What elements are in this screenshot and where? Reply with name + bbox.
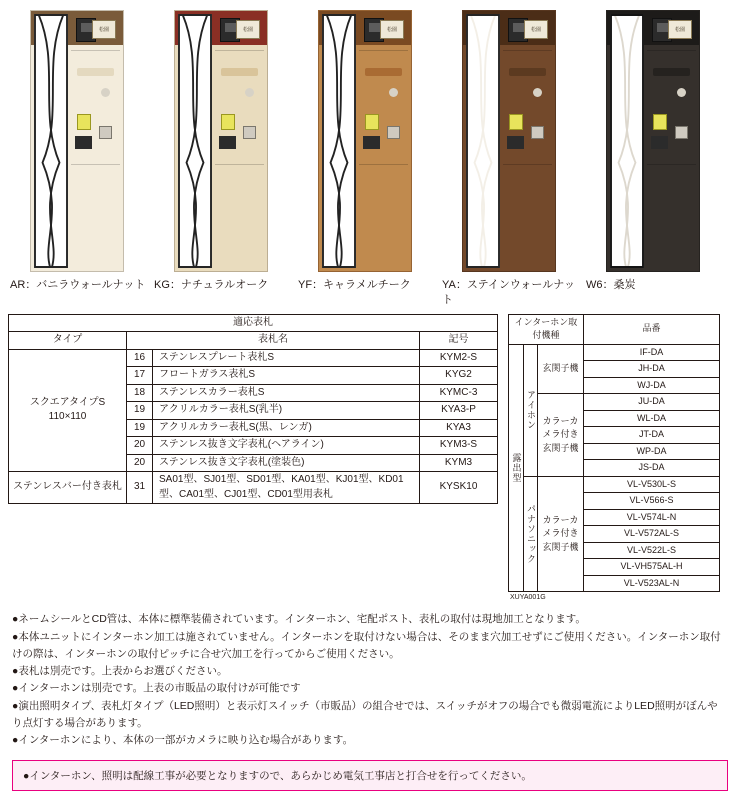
- row-name: SA01型、SJ01型、SD01型、KA01型、KJ01型、KD01型、CA01型、CJ01型、CD01型用表札: [153, 472, 420, 504]
- swatch-label: YF：キャラメルチーク: [298, 279, 411, 291]
- brand-aiphone: アイホン: [523, 344, 538, 476]
- table-row: [509, 394, 720, 411]
- mail-slot-icon: [365, 68, 402, 76]
- mail-slot-icon: [509, 68, 546, 76]
- row-code: KYM3: [420, 454, 498, 472]
- dial-icon: [387, 126, 400, 139]
- table-caption: 適応表札: [9, 314, 498, 332]
- sticker-icon: [653, 114, 667, 130]
- row-name: アクリルカラー表札S(乳半): [153, 402, 420, 420]
- swatch-label: KG：ナチュラルオーク: [154, 279, 269, 291]
- row-name: ステンレスカラー表札S: [153, 384, 420, 402]
- subgroup-color-camera-door-station: カラーカメラ付き玄関子機: [538, 476, 584, 592]
- row-number: 20: [127, 454, 153, 472]
- mail-slot-icon: [77, 68, 114, 76]
- nameplate-icon: 松園: [380, 20, 404, 39]
- swatch-item: [440, 10, 578, 308]
- note-item: ●インターホンは別売です。上表の市販品の取付けが可能です: [12, 682, 301, 695]
- notes-list: [0, 601, 740, 750]
- part-number: WJ-DA: [584, 377, 720, 394]
- row-code: KYM2-S: [420, 349, 498, 367]
- sticker-icon: [365, 114, 379, 130]
- intercom-compatibility-table: [508, 314, 720, 593]
- row-type-square-s: スクエアタイプS 110×110: [9, 349, 127, 472]
- row-code: KYA3: [420, 419, 498, 437]
- part-number: JT-DA: [584, 427, 720, 444]
- warning-text: ●インターホン、照明は配線工事が必要となりますので、あらかじめ電気工事店と打合せを行ってください。: [23, 769, 532, 782]
- knob-icon: [677, 88, 686, 97]
- dial-icon: [243, 126, 256, 139]
- color-variation-gallery: [0, 0, 740, 308]
- swatch-label: AR：バニラウォールナット: [10, 279, 146, 291]
- dial-icon: [99, 126, 112, 139]
- swatch-item: [152, 10, 290, 308]
- row-name: ステンレスプレート表札S: [153, 349, 420, 367]
- swatch-item: [296, 10, 434, 308]
- side-label-exposed-type: 露出型: [509, 344, 524, 592]
- handle-icon: [507, 136, 524, 149]
- swatch-label: W6：桑炭: [586, 279, 636, 291]
- part-number: IF-DA: [584, 344, 720, 361]
- part-number: VL-VH575AL-H: [584, 559, 720, 576]
- column-header-partno: 品番: [584, 314, 720, 344]
- nameplate-icon: 松園: [668, 20, 692, 39]
- note-item: ●本体ユニットにインターホン加工は施されていません。インターホンを取付けない場合は、そのまま穴加工せずにご使用ください。インターホン取付けの際は、インターホンの取付ピッチに合せ穴加工を行ってからご使用ください。: [12, 630, 721, 660]
- handle-icon: [651, 136, 668, 149]
- part-number: WL-DA: [584, 410, 720, 427]
- sticker-icon: [77, 114, 91, 130]
- note-item: ●表札は別売です。上表からお選びください。: [12, 665, 228, 678]
- knob-icon: [245, 88, 254, 97]
- row-name: アクリルカラー表札S(黒、レンガ): [153, 419, 420, 437]
- row-code: KYM3-S: [420, 437, 498, 455]
- row-name: フロートガラス表札S: [153, 367, 420, 385]
- knob-icon: [533, 88, 542, 97]
- table-row: [9, 349, 498, 367]
- lattice-panel-icon: [466, 14, 500, 268]
- swatch-item: [8, 10, 146, 308]
- gate-unit-image: [462, 10, 556, 272]
- row-number: 18: [127, 384, 153, 402]
- part-number: VL-V523AL-N: [584, 575, 720, 592]
- mail-slot-icon: [653, 68, 690, 76]
- dial-icon: [531, 126, 544, 139]
- lattice-panel-icon: [610, 14, 644, 268]
- note-item: ●ネームシールとCD管は、本体に標準装備されています。インターホン、宅配ポスト、表札の取付は現地加工となります。: [12, 613, 586, 626]
- row-name: ステンレス抜き文字表札(塗装色): [153, 454, 420, 472]
- spec-tables: [0, 308, 740, 602]
- brand-panasonic: パナソニック: [523, 476, 538, 592]
- knob-icon: [101, 88, 110, 97]
- part-number: VL-V572AL-S: [584, 526, 720, 543]
- part-number: VL-V566-S: [584, 493, 720, 510]
- lattice-panel-icon: [322, 14, 356, 268]
- swatch-label: YA：ステインウォールナット: [442, 279, 575, 306]
- note-item: ●演出照明タイプ、表札灯タイプ（LED照明）と表示灯スイッチ（市販品）の組合せでは、スイッチがオフの場合でも微弱電流によりLED照明がぼんやり点灯する場合があります。: [12, 699, 718, 730]
- column-header-code: 記号: [420, 332, 498, 350]
- note-item: ●インターホンにより、本体の一部がカメラに映り込む場合があります。: [12, 734, 354, 747]
- row-code: KYG2: [420, 367, 498, 385]
- part-number: JU-DA: [584, 394, 720, 411]
- row-number: 16: [127, 349, 153, 367]
- row-number: 19: [127, 419, 153, 437]
- part-number: WP-DA: [584, 443, 720, 460]
- gate-unit-image: [30, 10, 124, 272]
- row-code: KYMC-3: [420, 384, 498, 402]
- part-number: VL-V574L-N: [584, 509, 720, 526]
- mail-slot-icon: [221, 68, 258, 76]
- handle-icon: [75, 136, 92, 149]
- subgroup-color-camera-door-station: カラーカメラ付き玄関子機: [538, 394, 584, 477]
- sticker-icon: [509, 114, 523, 130]
- row-number: 19: [127, 402, 153, 420]
- nameplate-compatibility-table: [8, 314, 498, 505]
- gate-unit-image: [174, 10, 268, 272]
- column-header-type: タイプ: [9, 332, 127, 350]
- lattice-panel-icon: [178, 14, 212, 268]
- nameplate-icon: 松園: [92, 20, 116, 39]
- column-header-name: 表札名: [127, 332, 420, 350]
- row-code: KYSK10: [420, 472, 498, 504]
- nameplate-icon: 松園: [524, 20, 548, 39]
- part-number: VL-V530L-S: [584, 476, 720, 493]
- row-type-stainless-bar: ステンレスバー付き表札: [9, 472, 127, 504]
- warning-box: [12, 760, 728, 791]
- column-header-intercom: インターホン取付機種: [509, 314, 584, 344]
- part-number: JH-DA: [584, 361, 720, 378]
- row-number: 20: [127, 437, 153, 455]
- handle-icon: [363, 136, 380, 149]
- row-name: ステンレス抜き文字表札(ヘアライン): [153, 437, 420, 455]
- sticker-icon: [221, 114, 235, 130]
- row-code: KYA3-P: [420, 402, 498, 420]
- subgroup-door-station: 玄関子機: [538, 344, 584, 394]
- swatch-item: [584, 10, 722, 308]
- row-number: 17: [127, 367, 153, 385]
- intercom-table-wrap: [508, 314, 720, 602]
- table-row: [509, 344, 720, 361]
- gate-unit-image: [606, 10, 700, 272]
- lattice-panel-icon: [34, 14, 68, 268]
- row-number: 31: [127, 472, 153, 504]
- part-number: VL-V522L-S: [584, 542, 720, 559]
- gate-unit-image: [318, 10, 412, 272]
- table-row: [9, 472, 498, 504]
- knob-icon: [389, 88, 398, 97]
- dial-icon: [675, 126, 688, 139]
- table-row: [509, 476, 720, 493]
- handle-icon: [219, 136, 236, 149]
- document-code: XUYA001G: [510, 594, 546, 602]
- part-number: JS-DA: [584, 460, 720, 477]
- nameplate-icon: 松園: [236, 20, 260, 39]
